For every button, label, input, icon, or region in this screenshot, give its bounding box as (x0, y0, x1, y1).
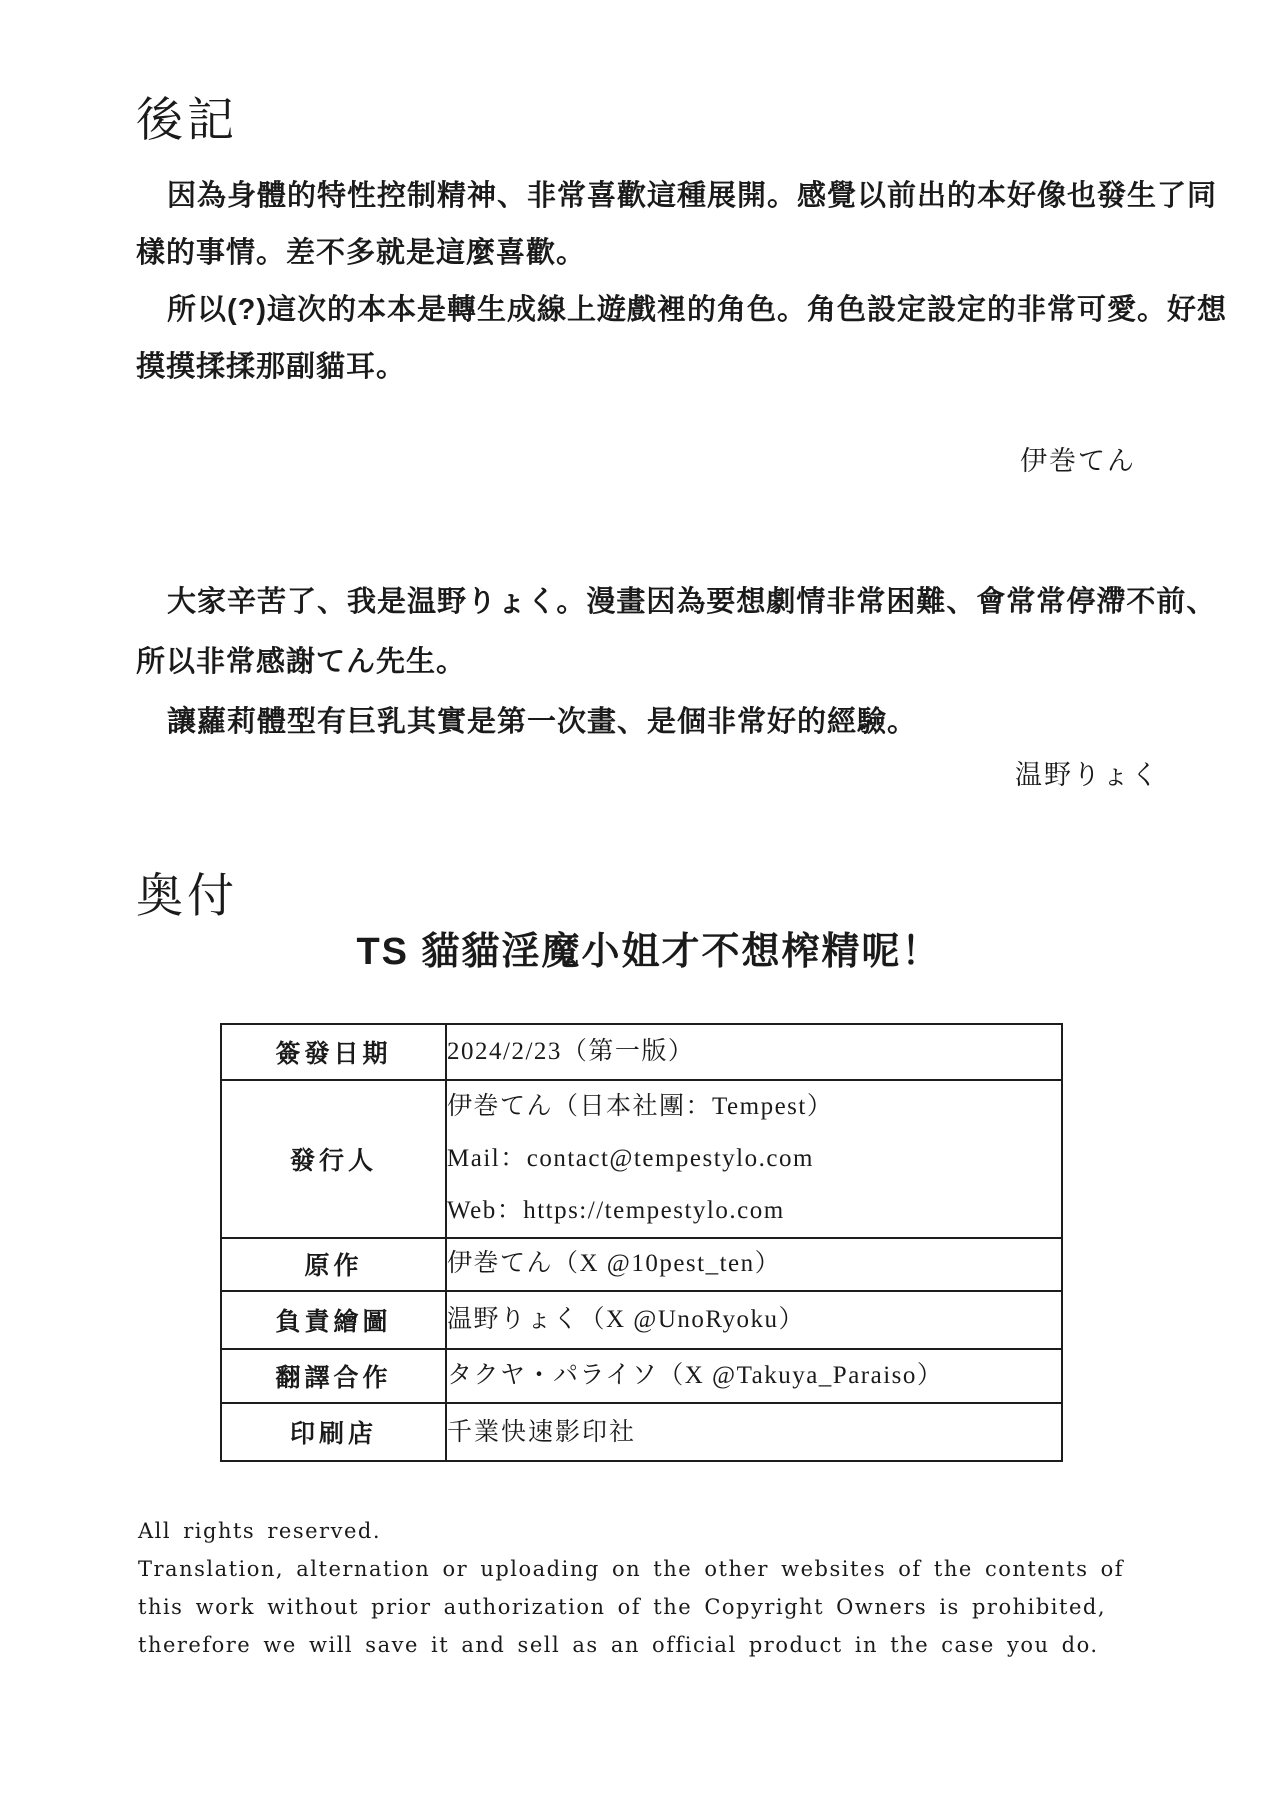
colophon-heading: 奥付 (136, 870, 238, 923)
afterword-paragraph-line: 因為身體的特性控制精神、非常喜歡這種展開。感覺以前出的本好像也發生了同 (167, 179, 1218, 212)
table-row (221, 1024, 1062, 1080)
table-row (221, 1238, 1062, 1291)
row-value-line: 伊巻てん（日本社團：Tempest） (447, 1092, 834, 1120)
row-label: 簽發日期 (221, 1024, 446, 1080)
row-value-line: 伊巻てん（X @10pest_ten） (447, 1250, 782, 1277)
row-value (446, 1238, 1062, 1291)
table-row (221, 1403, 1062, 1461)
copyright-line: All rights reserved. (138, 1518, 382, 1543)
afterword-paragraph-line: 大家辛苦了、我是温野りょく。漫畫因為要想劇情非常困難、會常常停滯不前、 (167, 585, 1217, 618)
row-value (446, 1080, 1062, 1238)
table-row (221, 1349, 1062, 1403)
copyright-notice (138, 1512, 1162, 1664)
book-title: TS 貓貓淫魔小姐才不想榨精呢！ (356, 930, 942, 973)
afterword-text-block-2 (136, 572, 1217, 752)
row-label: 印刷店 (221, 1403, 446, 1461)
table-row (221, 1291, 1062, 1349)
author-signature-imaki-ten: 伊巻てん (1020, 445, 1136, 476)
copyright-line: this work without prior authorization of the Copyright Owners is prohibited, (138, 1594, 1106, 1619)
afterword-text-block-1 (136, 168, 1228, 396)
row-value (446, 1349, 1062, 1403)
row-value (446, 1024, 1062, 1080)
copyright-line: Translation, alternation or uploading on the other websites of the contents of (138, 1556, 1125, 1581)
row-label: 負責繪圖 (221, 1291, 446, 1349)
afterword-paragraph-line: 所以(?)這次的本本是轉生成線上遊戲裡的角色。角色設定設定的非常可愛。好想 (167, 293, 1228, 326)
row-value (446, 1291, 1062, 1349)
row-value-line: Web：https://tempestylo.com (447, 1196, 785, 1224)
row-value-line: Mail：contact@tempestylo.com (447, 1144, 814, 1172)
colophon-table (220, 1023, 1063, 1462)
afterword-paragraph-line: 所以非常感謝てん先生。 (136, 645, 467, 678)
row-label: 翻譯合作 (221, 1349, 446, 1403)
afterword-paragraph-line: 讓蘿莉體型有巨乳其實是第一次畫、是個非常好的經驗。 (167, 705, 918, 738)
afterword-paragraph-line: 摸摸揉揉那副貓耳。 (136, 350, 407, 383)
row-label: 發行人 (221, 1080, 446, 1238)
row-value-line: 千業快速影印社 (447, 1417, 637, 1446)
afterword-paragraph-line: 樣的事情。差不多就是這麼喜歡。 (136, 236, 587, 269)
row-value-line: タクヤ・パライソ（X @Takuya_Paraiso） (447, 1361, 944, 1389)
afterword-heading: 後記 (136, 95, 238, 147)
row-value (446, 1403, 1062, 1461)
table-row (221, 1080, 1062, 1238)
author-signature-uno-ryoku: 温野りょく (1015, 759, 1160, 790)
row-value-line: 温野りょく（X @UnoRyoku） (447, 1305, 806, 1333)
row-label: 原作 (221, 1238, 446, 1291)
copyright-line: therefore we will save it and sell as an official product in the case you do. (138, 1632, 1099, 1657)
row-value-line: 2024/2/23（第一版） (447, 1037, 695, 1065)
